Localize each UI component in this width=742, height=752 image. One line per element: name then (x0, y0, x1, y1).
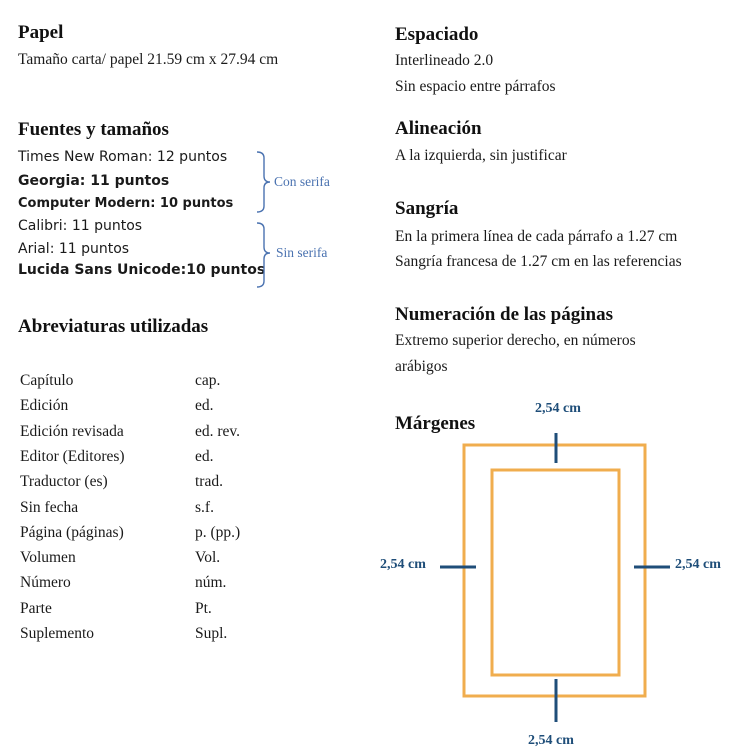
abbr-value: ed. (195, 397, 214, 415)
abbr-term: Volumen (20, 549, 76, 567)
sangria-line2: Sangría francesa de 1.27 cm en las referencias (395, 253, 682, 270)
margin-top-label: 2,54 cm (535, 401, 581, 416)
font-lucida: Lucida Sans Unicode:10 puntos (18, 262, 266, 278)
font-braces (252, 148, 272, 293)
abbr-term: Número (20, 574, 71, 592)
fuentes-heading: Fuentes y tamaños (18, 119, 169, 140)
abreviaturas-heading: Abreviaturas utilizadas (18, 316, 209, 337)
abbr-term: Suplemento (20, 625, 95, 642)
font-calibri: Calibri: 11 puntos (18, 218, 143, 234)
margin-left-label: 2,54 cm (380, 557, 426, 572)
abbr-value: Supl. (195, 625, 228, 642)
margenes-heading: Márgenes (395, 413, 476, 434)
sans-brace (257, 223, 270, 287)
font-times: Times New Roman: 12 puntos (18, 149, 228, 165)
numeracion-line1: Extremo superior derecho, en números (395, 332, 636, 349)
inner-margin (492, 470, 619, 675)
margin-bottom-label: 2,54 cm (528, 733, 574, 748)
abbr-term: Capítulo (20, 372, 74, 389)
serif-label: Con serifa (274, 174, 330, 189)
alineacion-text: A la izquierda, sin justificar (395, 147, 567, 164)
font-arial: Arial: 11 puntos (18, 241, 130, 257)
abbr-value: ed. (195, 447, 214, 465)
abbr-term: Edición (20, 397, 69, 415)
abbr-term: Editor (Editores) (20, 447, 125, 465)
abbr-term: Sin fecha (20, 498, 79, 516)
abbr-value: trad. (195, 473, 223, 491)
papel-text: Tamaño carta/ papel 21.59 cm x 27.94 cm (18, 51, 279, 68)
abbr-value: Vol. (195, 549, 221, 567)
sangria-heading: Sangría (395, 198, 459, 219)
margin-right-label: 2,54 cm (675, 557, 721, 572)
papel-heading: Papel (18, 22, 64, 43)
espaciado-line1: Interlineado 2.0 (395, 52, 494, 69)
abbr-value: p. (pp.) (195, 523, 241, 541)
abbr-value: Pt. (195, 599, 212, 617)
abbr-term: Parte (20, 599, 52, 617)
margins-diagram (440, 425, 680, 725)
font-georgia: Georgia: 11 puntos (18, 173, 170, 189)
abbr-value: s.f. (195, 498, 214, 516)
numeracion-line2: arábigos (395, 358, 448, 375)
espaciado-line2: Sin espacio entre párrafos (395, 78, 556, 95)
abbr-value: núm. (195, 574, 227, 592)
font-computer-modern: Computer Modern: 10 puntos (18, 196, 234, 211)
numeracion-heading: Numeración de las páginas (395, 304, 613, 325)
alineacion-heading: Alineación (395, 118, 482, 139)
abbr-term: Traductor (es) (20, 473, 108, 491)
abbr-term: Edición revisada (20, 422, 124, 440)
abbr-value: ed. rev. (195, 422, 241, 440)
sangria-line1: En la primera línea de cada párrafo a 1.27 cm (395, 228, 678, 245)
abbr-value: cap. (195, 372, 221, 389)
serif-brace (257, 152, 270, 212)
sans-label: Sin serifa (276, 245, 328, 260)
abbr-term: Página (páginas) (20, 523, 124, 541)
espaciado-heading: Espaciado (395, 24, 479, 45)
